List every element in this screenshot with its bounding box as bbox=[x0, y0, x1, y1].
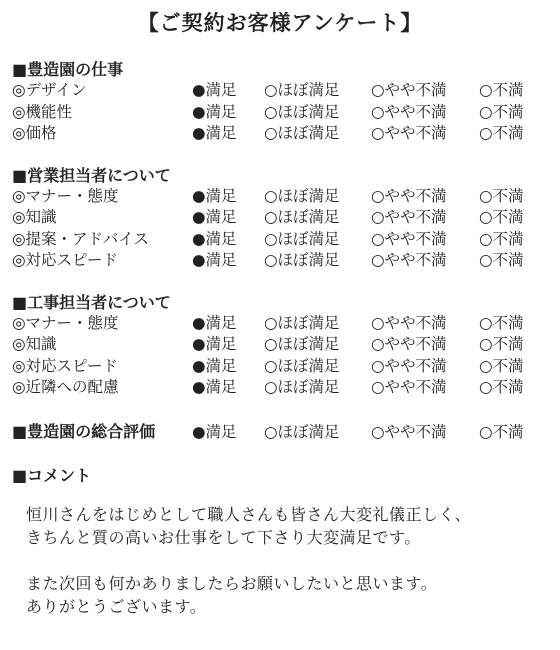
option-mostly-satisfied: ○ほぼ満足 bbox=[264, 422, 340, 441]
option-dissatisfied: ○不満 bbox=[479, 422, 524, 441]
option-satisfied: ●満足 bbox=[192, 102, 237, 121]
option-mostly-satisfied: ○ほぼ満足 bbox=[264, 102, 340, 121]
option-mostly-satisfied: ○ほぼ満足 bbox=[264, 313, 340, 332]
rating-row bbox=[0, 102, 560, 124]
option-somewhat-dissatisfied: ○やや不満 bbox=[371, 229, 447, 248]
option-somewhat-dissatisfied: ○やや不満 bbox=[371, 186, 447, 205]
option-somewhat-dissatisfied: ○やや不満 bbox=[371, 356, 447, 375]
row-label: ◎対応スピード bbox=[12, 356, 118, 375]
comment-body bbox=[0, 503, 560, 618]
section-heading: ■営業担当者について bbox=[12, 165, 171, 185]
option-satisfied: ●満足 bbox=[192, 313, 237, 332]
rating-row bbox=[0, 123, 560, 145]
option-satisfied: ●満足 bbox=[192, 251, 237, 269]
rating-row bbox=[0, 80, 560, 102]
comment-line: ありがとうございます。 bbox=[26, 596, 207, 616]
option-somewhat-dissatisfied: ○やや不満 bbox=[371, 422, 447, 441]
option-satisfied: ●満足 bbox=[192, 422, 237, 441]
option-satisfied: ●満足 bbox=[192, 186, 237, 205]
option-satisfied: ●満足 bbox=[192, 208, 237, 226]
rating-row bbox=[0, 229, 560, 251]
row-label: ◎対応スピード bbox=[12, 251, 118, 269]
rating-row bbox=[0, 334, 560, 356]
option-dissatisfied: ○不満 bbox=[479, 229, 524, 248]
section-heading: ■工事担当者について bbox=[12, 292, 171, 312]
option-dissatisfied: ○不満 bbox=[479, 208, 524, 226]
row-label: ◎機能性 bbox=[12, 102, 73, 121]
option-dissatisfied: ○不満 bbox=[479, 378, 524, 396]
section-heading: ■豊造園の仕事 bbox=[12, 60, 124, 79]
option-mostly-satisfied: ○ほぼ満足 bbox=[264, 81, 340, 99]
rating-row bbox=[0, 186, 560, 208]
option-mostly-satisfied: ○ほぼ満足 bbox=[264, 208, 340, 226]
option-mostly-satisfied: ○ほぼ満足 bbox=[264, 356, 340, 375]
row-label: ◎マナー・態度 bbox=[12, 313, 119, 332]
page-title: 【ご契約お客様アンケート】 bbox=[137, 11, 423, 35]
section-sales bbox=[0, 165, 560, 272]
option-dissatisfied: ○不満 bbox=[479, 186, 524, 205]
row-label: ◎近隣への配慮 bbox=[12, 378, 119, 396]
row-label: ◎マナー・態度 bbox=[12, 186, 119, 205]
option-dissatisfied: ○不満 bbox=[479, 124, 524, 142]
rating-row bbox=[0, 356, 560, 378]
option-mostly-satisfied: ○ほぼ満足 bbox=[264, 186, 340, 205]
option-mostly-satisfied: ○ほぼ満足 bbox=[264, 335, 340, 353]
option-mostly-satisfied: ○ほぼ満足 bbox=[264, 124, 340, 142]
option-somewhat-dissatisfied: ○やや不満 bbox=[371, 208, 447, 226]
comment-heading: ■コメント bbox=[12, 465, 92, 485]
option-dissatisfied: ○不満 bbox=[479, 81, 524, 99]
row-label: ◎価格 bbox=[12, 124, 57, 142]
option-mostly-satisfied: ○ほぼ満足 bbox=[264, 378, 340, 396]
row-label: ◎知識 bbox=[12, 208, 57, 226]
comment-line: 恒川さんをはじめとして職人さんも皆さん大変礼儀正しく、 bbox=[26, 504, 472, 524]
option-satisfied: ●満足 bbox=[192, 335, 237, 353]
overall-label: ■豊造園の総合評価 bbox=[12, 421, 156, 441]
section-work bbox=[0, 59, 560, 145]
row-label: ◎デザイン bbox=[12, 81, 87, 99]
option-somewhat-dissatisfied: ○やや不満 bbox=[371, 335, 447, 353]
row-label: ◎知識 bbox=[12, 335, 57, 353]
option-satisfied: ●満足 bbox=[192, 229, 237, 248]
rating-row bbox=[0, 207, 560, 229]
overall-rating-row bbox=[0, 421, 560, 443]
option-dissatisfied: ○不満 bbox=[479, 335, 524, 353]
row-label: ◎提案・アドバイス bbox=[12, 229, 150, 248]
paragraph-gap bbox=[26, 549, 560, 572]
option-somewhat-dissatisfied: ○やや不満 bbox=[371, 124, 447, 142]
rating-row bbox=[0, 377, 560, 399]
option-somewhat-dissatisfied: ○やや不満 bbox=[371, 313, 447, 332]
option-satisfied: ●満足 bbox=[192, 81, 237, 99]
option-somewhat-dissatisfied: ○やや不満 bbox=[371, 81, 447, 99]
option-dissatisfied: ○不満 bbox=[479, 251, 524, 269]
option-satisfied: ●満足 bbox=[192, 378, 237, 396]
option-satisfied: ●満足 bbox=[192, 356, 237, 375]
section-construction bbox=[0, 292, 560, 399]
comment-line: また次回も何かありましたらお願いしたいと思います。 bbox=[26, 573, 438, 593]
option-somewhat-dissatisfied: ○やや不満 bbox=[371, 378, 447, 396]
option-somewhat-dissatisfied: ○やや不満 bbox=[371, 102, 447, 121]
comment-line: きちんと質の高いお仕事をして下さり大変満足です。 bbox=[26, 527, 421, 547]
option-dissatisfied: ○不満 bbox=[479, 102, 524, 121]
option-satisfied: ●満足 bbox=[192, 124, 237, 142]
option-dissatisfied: ○不満 bbox=[479, 313, 524, 332]
option-dissatisfied: ○不満 bbox=[479, 356, 524, 375]
rating-row bbox=[0, 250, 560, 272]
rating-row bbox=[0, 313, 560, 335]
option-mostly-satisfied: ○ほぼ満足 bbox=[264, 251, 340, 269]
option-mostly-satisfied: ○ほぼ満足 bbox=[264, 229, 340, 248]
option-somewhat-dissatisfied: ○やや不満 bbox=[371, 251, 447, 269]
